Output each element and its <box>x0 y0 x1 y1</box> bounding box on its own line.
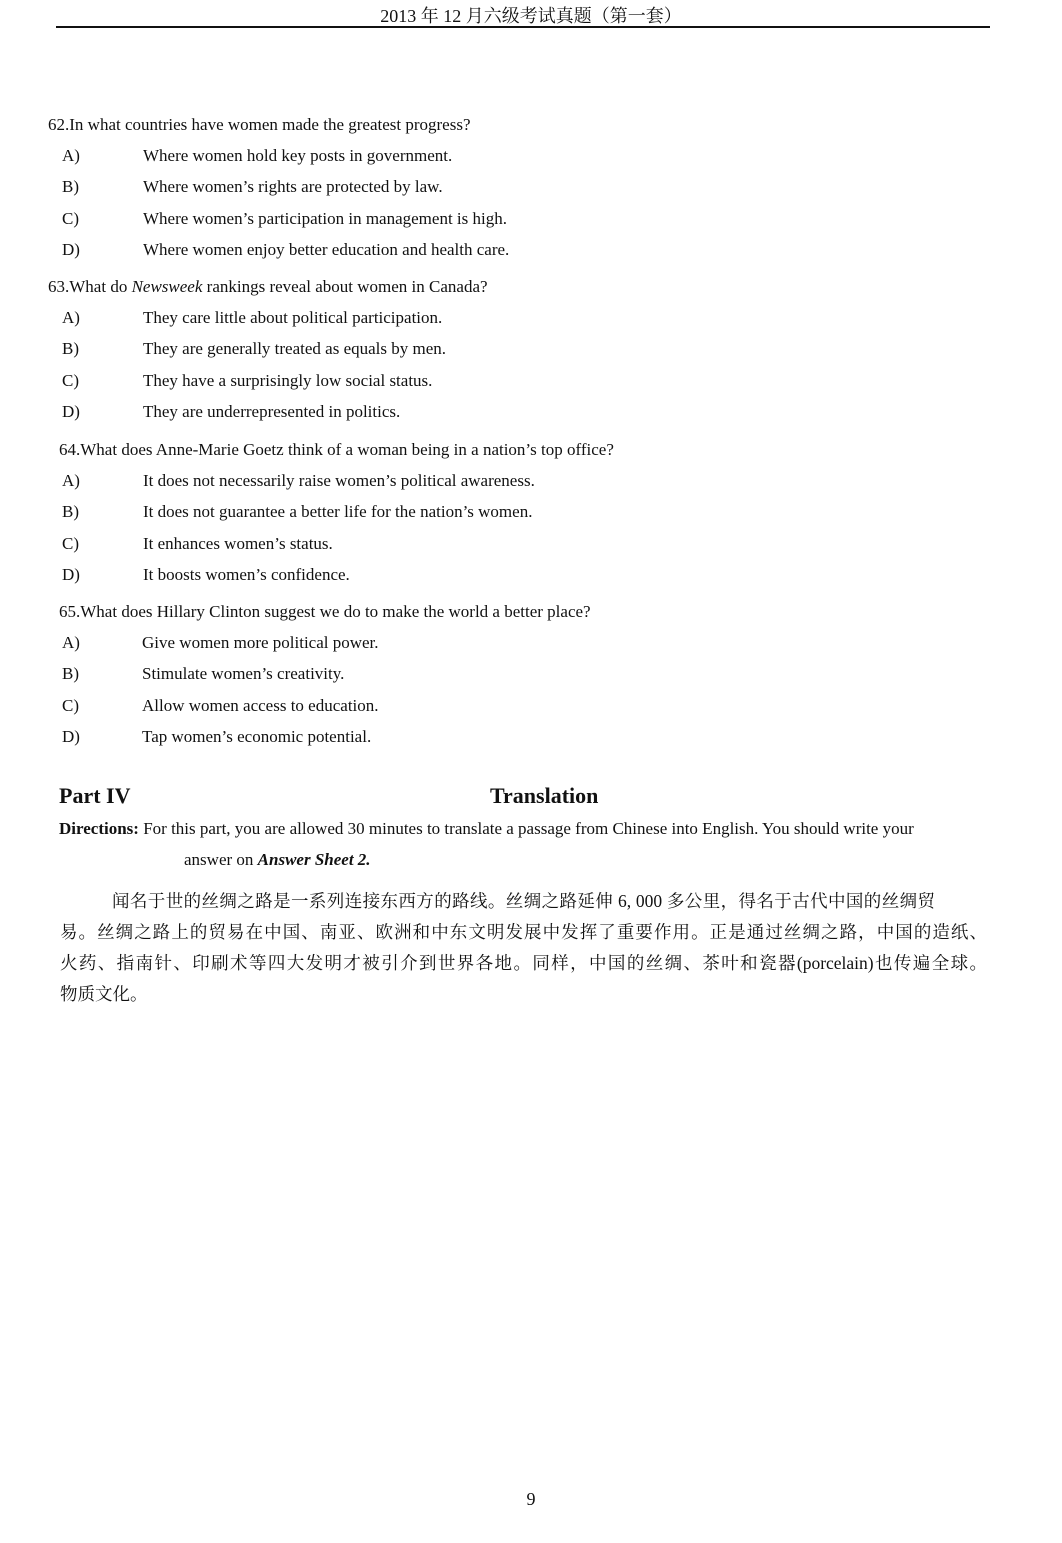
part-title: Translation <box>490 783 599 808</box>
question-text: In what countries have women made the greatest progress? <box>69 115 471 134</box>
question-text: What does Anne-Marie Goetz think of a woman being in a nation’s top office? <box>80 440 614 459</box>
option-text: It does not necessarily raise women’s political awareness. <box>143 471 535 490</box>
option-letter: B) <box>62 177 79 197</box>
directions-line-2 <box>184 850 371 870</box>
option-text: They are underrepresented in politics. <box>143 401 401 421</box>
option-letter: D) <box>62 239 80 259</box>
question-number: 62. <box>48 115 70 134</box>
option-letter: C) <box>62 370 79 390</box>
option-letter: D) <box>62 564 80 584</box>
option-text: Tap women’s economic potential. <box>142 726 372 746</box>
question-text: What does Hillary Clinton suggest we do to make the world a better place? <box>80 602 591 621</box>
question-number: 64. <box>59 440 81 459</box>
option-text: They care little about political participation. <box>143 308 443 327</box>
option-text: It enhances women’s status. <box>143 533 333 553</box>
question-stem <box>59 440 614 460</box>
option-text: Allow women access to education. <box>142 695 379 715</box>
passage-line: 物质文化。 <box>60 984 148 1004</box>
publication-name: Newsweek <box>131 277 203 296</box>
option-letter: B) <box>62 502 79 522</box>
option-text: It boosts women’s confidence. <box>143 564 350 584</box>
passage-line: 易。丝绸之路上的贸易在中国、南亚、欧洲和中东文明发展中发挥了重要作用。正是通过丝绸之路，中国的造纸、 <box>60 922 987 942</box>
answer-sheet-ref: Answer Sheet 2. <box>257 850 371 869</box>
option-letter: C) <box>62 533 79 553</box>
option-letter: A) <box>62 308 80 327</box>
passage-line: 闻名于世的丝绸之路是一系列连接东西方的路线。丝绸之路延伸 6, 000 多公里，得名于古代中国的丝绸贸 <box>112 891 935 911</box>
option-letter: C) <box>62 208 79 228</box>
part-label: Part IV <box>59 783 131 808</box>
directions-line-1 <box>59 819 914 839</box>
page-number: 9 <box>526 1489 536 1509</box>
passage-line: 火药、指南针、印刷术等四大发明才被引介到世界各地。同样，中国的丝绸、茶叶和瓷器(porcelain)也传遍全球。 <box>60 953 987 973</box>
page-header: 2013 年 12 月六级考试真题（第一套） <box>380 6 682 26</box>
option-letter: D) <box>62 726 80 746</box>
option-text: Where women hold key posts in government. <box>143 146 453 165</box>
option-letter: B) <box>62 664 79 684</box>
directions-text: For this part, you are allowed 30 minutes to translate a passage from Chinese into English. You should write your <box>138 819 914 838</box>
option-text: It does not guarantee a better life for the nation’s women. <box>143 502 533 522</box>
option-text: Where women enjoy better education and health care. <box>143 239 510 259</box>
directions-answer-prefix: answer on <box>184 850 258 869</box>
option-text: They have a surprisingly low social status. <box>143 370 433 390</box>
option-text: Where women’s participation in management is high. <box>143 208 507 228</box>
option-letter: D) <box>62 401 80 421</box>
option-letter: A) <box>62 146 80 165</box>
option-letter: A) <box>62 633 80 652</box>
option-letter: B) <box>62 339 79 359</box>
option-text: Give women more political power. <box>142 633 379 652</box>
directions-label: Directions: <box>59 819 139 838</box>
question-number: 63. <box>48 277 70 296</box>
option-letter: A) <box>62 471 80 490</box>
option-text: Stimulate women’s creativity. <box>142 664 345 684</box>
option-text: Where women’s rights are protected by law. <box>143 177 443 197</box>
question-stem <box>48 277 488 297</box>
question-stem <box>48 115 471 135</box>
question-stem <box>59 602 591 622</box>
question-text: What do <box>69 277 132 296</box>
question-number: 65. <box>59 602 81 621</box>
header-rule <box>56 26 990 28</box>
option-letter: C) <box>62 695 79 715</box>
question-text: rankings reveal about women in Canada? <box>202 277 488 296</box>
option-text: They are generally treated as equals by men. <box>143 339 447 359</box>
